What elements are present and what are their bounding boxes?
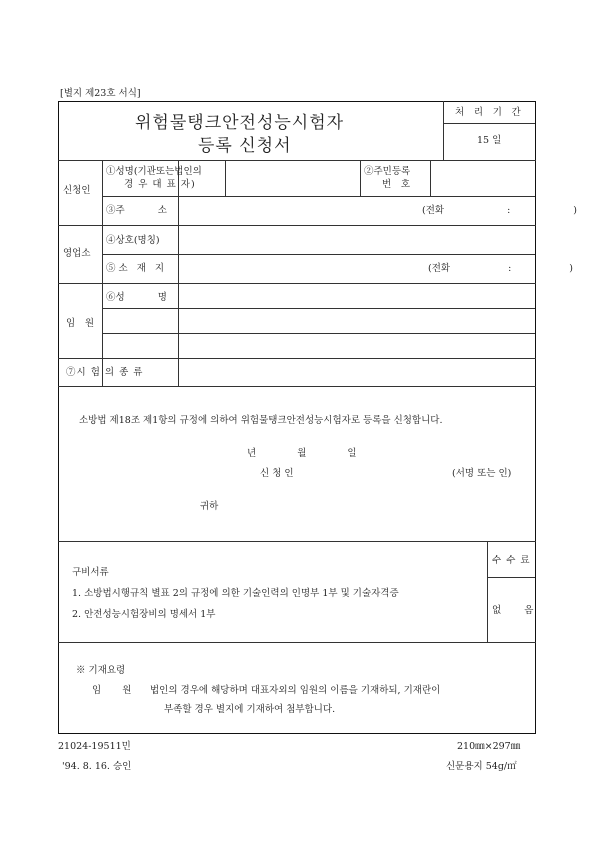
- fee-label-bottom: [487, 577, 535, 578]
- test-type-bottom: [58, 386, 536, 387]
- officer-name-field-2[interactable]: [103, 309, 534, 332]
- business-section-label: 영업소: [63, 248, 91, 259]
- officer-name-field-3[interactable]: [103, 334, 534, 357]
- business-phone-label: (전화 : ): [428, 263, 574, 274]
- form-title-line2: 등록 신청서: [198, 136, 292, 156]
- footer-approval: '94. 8. 16. 승인: [62, 761, 132, 772]
- documents-heading: 구비서류: [72, 567, 109, 578]
- documents-item-1: 1. 소방법시행규칙 별표 2의 규정에 의한 기술인력의 인명부 1부 및 기술자격증: [72, 588, 399, 599]
- statement-applicant-label: 신 청 인: [260, 468, 294, 479]
- footer-paper-size: 210㎜×297㎜: [457, 741, 521, 752]
- address-field[interactable]: [179, 197, 419, 224]
- notes-line1-text: 법인의 경우에 해당하며 대표자외의 임원의 이름을 기재하되, 기재란이: [150, 685, 441, 696]
- rrn-label-line2: 번 호: [382, 179, 414, 190]
- documents-item-2: 2. 안전성능시험장비의 명세서 1부: [72, 609, 216, 620]
- rrn-label-left: [360, 160, 361, 196]
- notes-line1-label: 임 원 :: [92, 685, 156, 696]
- form-border-top: [58, 101, 536, 102]
- trade-name-field[interactable]: [179, 226, 534, 253]
- location-field[interactable]: [179, 255, 424, 282]
- test-type-field[interactable]: [179, 359, 534, 385]
- fee-label: 수 수 료: [492, 555, 531, 566]
- name-label-line2: 경 우 대 표 자): [124, 179, 196, 190]
- form-number-label: [별지 제23호 서식]: [60, 88, 141, 99]
- test-type-label: ⑦시 험 의 종 류: [66, 367, 144, 378]
- form-border-right: [535, 101, 536, 734]
- officers-section-label: 임 원: [66, 318, 98, 329]
- officer-name-label: ⑥성 명: [106, 292, 167, 303]
- officer-name-field-1[interactable]: [179, 284, 534, 307]
- statement-signature-label: (서명 또는 인): [452, 468, 512, 479]
- footer-form-code: 21024-19511민: [58, 741, 131, 752]
- footer-paper-type: 신문용지 54g/㎡: [446, 761, 517, 772]
- fee-value: 없 음: [492, 605, 534, 616]
- fee-column-left: [487, 541, 488, 642]
- location-label: ⑤소 재 지: [106, 263, 168, 274]
- statement-text: 소방법 제18조 제1항의 규정에 의하여 위험물탱크안전성능시험자로 등록을 신청합니다.: [79, 415, 443, 426]
- processing-box-left: [443, 101, 444, 160]
- processing-period-label: 처 리 기 간: [455, 107, 525, 118]
- statement-date: 년 월 일: [247, 448, 357, 459]
- statement-bottom: [58, 541, 536, 542]
- processing-period-value: 15 일: [477, 135, 502, 146]
- notes-heading: ※ 기재요령: [76, 665, 126, 676]
- applicant-phone-label: (전화 : ): [422, 205, 578, 216]
- address-label: ③주 소: [106, 205, 167, 216]
- form-border-left: [58, 101, 59, 734]
- applicant-section-label: 신청인: [63, 185, 91, 196]
- statement-recipient: 귀하: [200, 501, 219, 512]
- documents-bottom: [58, 642, 536, 643]
- form-title-line1: 위험물탱크안전성능시험자: [135, 113, 345, 133]
- rrn-label-line1: ②주민등록: [364, 166, 411, 177]
- applicant-name-field[interactable]: [226, 161, 359, 195]
- notes-line2-text: 부족할 경우 별지에 기재하여 첨부합니다.: [164, 704, 336, 715]
- trade-name-label: ④상호(명칭): [106, 235, 160, 246]
- rrn-field[interactable]: [431, 161, 534, 195]
- processing-box-divider: [443, 123, 535, 124]
- form-border-bottom: [58, 733, 536, 734]
- name-label-line1: ①성명(기관또는법인의: [106, 166, 202, 177]
